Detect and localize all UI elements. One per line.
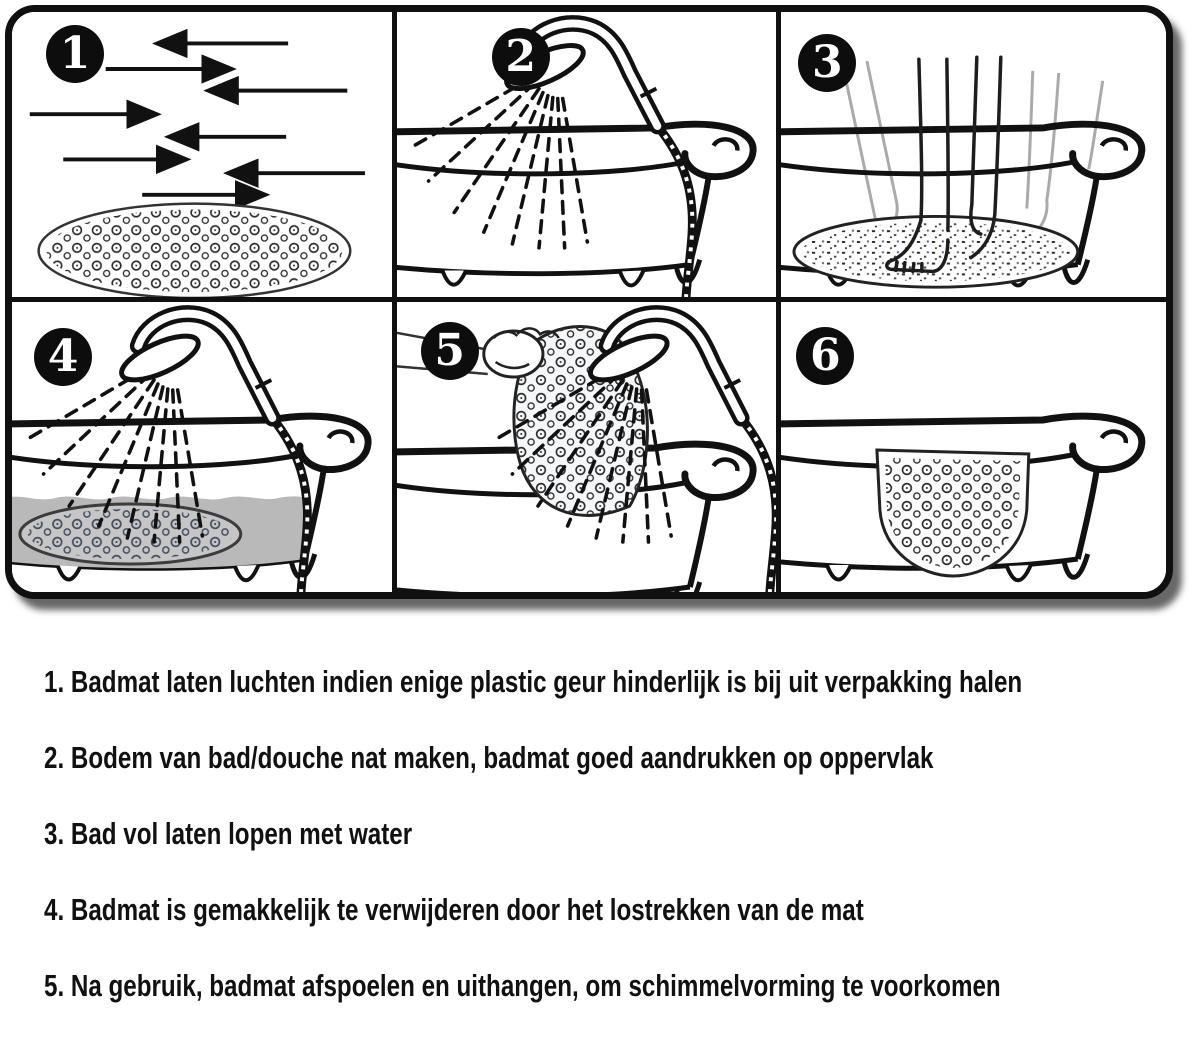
step-number: 4 bbox=[47, 331, 79, 382]
instruction-list bbox=[44, 664, 1200, 1044]
instruction-grid bbox=[5, 5, 1173, 599]
panel-1-air-out-mat bbox=[12, 12, 397, 302]
instruction-line-4: 4. Badmat is gemakkelijk te verwijderen door het lostrekken van de mat bbox=[44, 892, 864, 927]
step-1-badge bbox=[46, 25, 104, 83]
panel-4-pull-mat-off bbox=[12, 302, 397, 592]
speckled-mat bbox=[794, 216, 1078, 287]
bathtub bbox=[397, 124, 753, 285]
step-number: 6 bbox=[810, 330, 841, 381]
step-number: 2 bbox=[505, 31, 536, 82]
step-number: 5 bbox=[434, 325, 465, 376]
panel-2-wet-surface bbox=[397, 12, 782, 302]
step-4-badge bbox=[34, 328, 92, 386]
panel-5-rinse-and-hang bbox=[397, 302, 782, 592]
bath-mat-oval bbox=[39, 204, 351, 297]
step-3-badge bbox=[798, 34, 856, 92]
shower-hose bbox=[741, 418, 776, 592]
panel-grid bbox=[12, 12, 1166, 592]
panel-3-stand-on-mat bbox=[781, 12, 1166, 302]
instruction-line-5: 5. Na gebruik, badmat afspoelen en uithangen, om schimmelvorming te voorkomen bbox=[44, 968, 1001, 1003]
instruction-line-2: 2. Bodem van bad/douche nat maken, badmat goed aandrukken op oppervlak bbox=[44, 740, 934, 775]
step-2-badge bbox=[492, 28, 550, 86]
submerged-mat bbox=[20, 504, 241, 564]
hanging-mat bbox=[877, 450, 1029, 576]
instruction-line-3: 3. Bad vol laten lopen met water bbox=[44, 816, 413, 851]
step-number: 3 bbox=[812, 37, 843, 88]
spray-lines bbox=[410, 77, 587, 248]
instruction-line-1: 1. Badmat laten luchten indien enige plastic geur hinderlijk is bij uit verpakking halen bbox=[44, 664, 1023, 699]
step-6-badge bbox=[796, 327, 854, 385]
step-5-badge bbox=[421, 322, 479, 380]
step-number: 1 bbox=[59, 28, 91, 79]
panel-6-mat-drying bbox=[781, 302, 1166, 592]
shower-spraying-empty-bathtub-illustration bbox=[397, 12, 777, 297]
